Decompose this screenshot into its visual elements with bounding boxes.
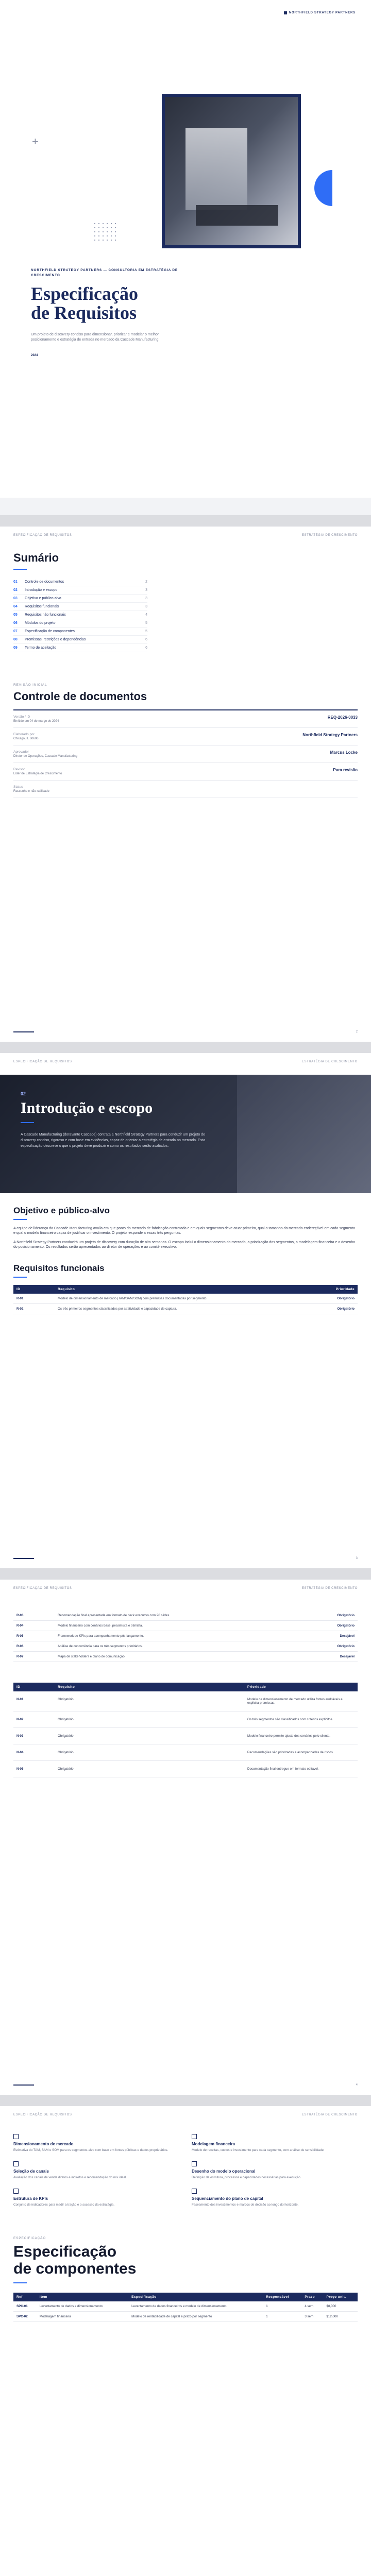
req-id: R-07: [13, 1652, 55, 1662]
nf-id: N-01: [13, 1691, 55, 1711]
toc-item-page: 5: [145, 621, 147, 625]
control-row-left: [13, 785, 49, 793]
control-sub: Líder de Estratégia de Crescimento: [13, 772, 62, 775]
req-id: R-03: [13, 1611, 55, 1621]
col-id: ID: [13, 1285, 55, 1294]
cover-accent-circle: [314, 170, 350, 206]
toc-item-number: 01: [13, 580, 18, 584]
toc-item[interactable]: [13, 603, 147, 611]
control-sub: Diretor de Operações, Cascade Manufacturing: [13, 755, 78, 758]
toc-item-label: Termo de aceitação: [25, 646, 57, 650]
nf-text: Recomendações são priorizadas e acompanhadas de riscos.: [244, 1744, 358, 1761]
table-row: [13, 1611, 358, 1621]
comp-col-header: Prazo: [301, 2293, 323, 2301]
nf-id: N-03: [13, 1728, 55, 1744]
module-card: [192, 2189, 358, 2208]
req-priority: Obrigatório: [311, 1303, 358, 1314]
toc-item[interactable]: [13, 611, 147, 619]
comp-col-header: Preço unit.: [323, 2293, 358, 2301]
module-card: [13, 2134, 179, 2153]
toc-page: [0, 527, 371, 1042]
toc-item-number: 03: [13, 597, 18, 600]
control-label: Revisor: [13, 768, 25, 771]
page-header: [0, 1053, 371, 1063]
toc-item-label: Especificação de componentes: [25, 630, 75, 633]
cover-year: 2024: [31, 353, 38, 357]
comp-cell: Modelagem financeira: [37, 2311, 128, 2321]
module-card: [192, 2161, 358, 2180]
control-value: Marcus Locke: [330, 750, 358, 755]
control-row: [13, 710, 358, 728]
control-row-left: [13, 750, 77, 758]
control-title: Controle de documentos: [13, 690, 147, 703]
toc-item-page: 5: [145, 630, 147, 633]
cover-eyebrow: NORTHFIELD STRATEGY PARTNERS — CONSULTORIA EM ESTRATÉGIA DE CRESCIMENTO: [31, 268, 178, 277]
control-kicker: REVISÃO INICIAL: [13, 683, 47, 687]
req-id: R-04: [13, 1621, 55, 1631]
comp-cell: Levantamento de dados financeiros e modelo de dimensionamento: [128, 2301, 263, 2312]
toc-item-number: 04: [13, 605, 18, 608]
toc-item[interactable]: [13, 628, 147, 636]
header-right: ESTRATÉGIA DE CRESCIMENTO: [301, 1060, 358, 1063]
control-row: [13, 781, 358, 798]
control-value: Northfield Strategy Partners: [302, 733, 358, 737]
table-row: [13, 1728, 358, 1744]
objective-title: Objetivo e público-alvo: [13, 1206, 110, 1215]
module-square-icon: [13, 2189, 19, 2194]
cover-page: [0, 0, 371, 515]
nonfunctional-table: [13, 1683, 358, 1777]
table-row: [13, 1691, 358, 1711]
control-sub: Chicago, IL 60606: [13, 737, 39, 740]
nf-text: Documentação final entregue em formato editável.: [244, 1761, 358, 1777]
req-priority: Desejável: [311, 1652, 358, 1662]
comp-cell: 3 sem: [301, 2311, 323, 2321]
comp-col-header: Ref: [13, 2293, 37, 2301]
nf-priority: Obrigatório: [55, 1728, 244, 1744]
cover-badge: [284, 11, 356, 14]
comp-cell: 1: [263, 2301, 301, 2312]
nf-text: Os três segmentos são classificados com critérios explícitos.: [244, 1711, 358, 1728]
cover-bottom-band: [0, 498, 371, 515]
toc-item-number: 07: [13, 630, 18, 633]
table-row: [13, 1652, 358, 1662]
comp-col-header: Responsável: [263, 2293, 301, 2301]
toc-item-label: Requisitos funcionais: [25, 605, 59, 608]
hero-section-number: 02: [21, 1091, 26, 1096]
toc-item-page: 4: [145, 613, 147, 617]
nf-col-id: ID: [13, 1683, 55, 1691]
module-text: Faseamento dos investimentos e marcos de decisão ao longo do horizonte.: [192, 2202, 299, 2207]
header-right: ESTRATÉGIA DE CRESCIMENTO: [301, 2113, 358, 2116]
control-sub: Rascunho e não ratificado: [13, 790, 49, 793]
toc-item[interactable]: [13, 595, 147, 603]
req-id: R-05: [13, 1631, 55, 1641]
control-label: Elaborado por: [13, 733, 35, 736]
module-square-icon: [192, 2189, 197, 2194]
comp-cell: SPC-02: [13, 2311, 37, 2321]
module-square-icon: [13, 2134, 19, 2139]
module-title: Desenho do modelo operacional: [192, 2168, 256, 2174]
req-text: Análise de concorrência para os três segmentos prioritários.: [55, 1641, 311, 1652]
req-text: Framework de KPIs para acompanhamento pós-lançamento.: [55, 1631, 311, 1641]
control-value: REQ-2026-0033: [327, 715, 358, 720]
toc-item[interactable]: [13, 636, 147, 644]
req-priority: Desejável: [311, 1631, 358, 1641]
toc-item-page: 3: [145, 605, 147, 608]
module-text: Definição da estrutura, processos e capacidades necessárias para execução.: [192, 2175, 301, 2179]
toc-title: Sumário: [13, 551, 59, 564]
comp-cell: Modelo de rentabilidade de capital e prazo por segmento: [128, 2311, 263, 2321]
req-priority: Obrigatório: [311, 1641, 358, 1652]
req-text: Os três primeiros segmentos classificados por atratividade e capacidade de captura.: [55, 1303, 311, 1314]
toc-item-page: 6: [145, 638, 147, 641]
control-value: Para revisão: [333, 768, 358, 772]
toc-item-number: 05: [13, 613, 18, 617]
comp-kicker: ESPECIFICAÇÃO: [13, 2236, 46, 2240]
control-row: [13, 763, 358, 781]
toc-item-page: 3: [145, 588, 147, 592]
intro-hero: [0, 1075, 371, 1193]
table-row: [13, 1761, 358, 1777]
module-title: Modelagem financeira: [192, 2142, 235, 2146]
module-title: Sequenciamento do plano de capital: [192, 2196, 263, 2201]
table-row: [13, 1303, 358, 1314]
nf-priority: Obrigatório: [55, 1761, 244, 1777]
header-left: ESPECIFICAÇÃO DE REQUISITOS: [13, 1060, 72, 1063]
nf-col-prio: Prioridade: [244, 1683, 358, 1691]
col-prio: Prioridade: [311, 1285, 358, 1294]
header-left: ESPECIFICAÇÃO DE REQUISITOS: [13, 1587, 72, 1590]
header-left: ESPECIFICAÇÃO DE REQUISITOS: [13, 534, 72, 537]
objective-p1: A equipe de liderança da Cascade Manufacturing avalia em que ponto do mercado de fabricação contratada e em quais segmentos deve atuar primeiro, qual o tamanho do mercado endereçável em cada segmento e qual o modelo financeiro capaz de justificar o investimento. O projeto responde a essas três perguntas.: [13, 1227, 356, 1235]
module-title: Seleção de canais: [13, 2168, 49, 2174]
toc-item-label: Módulos do projeto: [25, 621, 56, 625]
nf-text: Modelo de dimensionamento de mercado utiliza fontes auditáveis e explicita premissas.: [244, 1691, 358, 1711]
intro-page: [0, 1053, 371, 1568]
nf-id: N-04: [13, 1744, 55, 1761]
control-label: Aprovador: [13, 750, 29, 754]
req-id: R-02: [13, 1303, 55, 1314]
header-right: ESTRATÉGIA DE CRESCIMENTO: [301, 1587, 358, 1590]
module-title: Estrutura de KPIs: [13, 2196, 48, 2201]
toc-item-label: Premissas, restrições e dependências: [25, 638, 86, 641]
requirements-page: [0, 1580, 371, 2095]
table-row: [13, 1621, 358, 1631]
page-number: 2: [356, 1030, 358, 1033]
comp-cell: SPC-01: [13, 2301, 37, 2312]
objective-p2: A Northfield Strategy Partners conduzirá um projeto de discovery com duração de oito semanas. O escopo inclui o dimensionamento do mercado, a priorização dos segmentos, a modelagem financeira e o desenho do posicionamento. Os resultados serão apresentados ao diretor de operações e ao comitê executivo.: [13, 1240, 356, 1249]
page-header: [0, 2106, 371, 2116]
control-label: Versão / ID: [13, 715, 30, 719]
header-right: ESTRATÉGIA DE CRESCIMENTO: [301, 534, 358, 537]
module-text: Conjunto de indicadores para medir a tração e o sucesso da estratégia.: [13, 2202, 115, 2207]
toc-item[interactable]: [13, 644, 147, 652]
req-id: R-01: [13, 1294, 55, 1304]
module-square-icon: [192, 2161, 197, 2166]
toc-item[interactable]: [13, 578, 147, 586]
control-table: [13, 710, 358, 798]
nf-priority: Obrigatório: [55, 1691, 244, 1711]
header-left: ESPECIFICAÇÃO DE REQUISITOS: [13, 2113, 72, 2116]
control-row-left: [13, 733, 38, 740]
toc-list: [13, 578, 147, 652]
cover-title-line1: Especificação: [31, 283, 138, 304]
module-card: [192, 2134, 358, 2153]
table-row: [13, 1641, 358, 1652]
req-text: Modelo de dimensionamento de mercado (TAM/SAM/SOM) com premissas documentadas por segmento.: [55, 1294, 311, 1304]
module-text: Avaliação dos canais de venda diretos e indiretos e recomendação do mix ideal.: [13, 2175, 127, 2179]
req-text: Mapa de stakeholders e plano de comunicação.: [55, 1652, 311, 1662]
cover-description: Um projeto de discovery conciso para dimensionar, priorizar e modelar o melhor posicionamento e estratégia de entrada no mercado da Cascade Manufacturing.: [31, 333, 160, 342]
cover-title-line2: de Requisitos: [31, 302, 137, 324]
comp-col-header: Especificação: [128, 2293, 263, 2301]
table-row: [13, 2301, 358, 2312]
nf-text: Modelo financeiro permite ajuste dos cenários pelo cliente.: [244, 1728, 358, 1744]
cover-plus-icon: +: [32, 135, 39, 148]
module-text: Modelo de receitas, custos e investimento para cada segmento, com análise de sensibilidade.: [192, 2148, 325, 2152]
toc-item-label: Objetivo e público-alvo: [25, 597, 61, 600]
module-title: Dimensionamento de mercado: [13, 2142, 74, 2146]
nf-id: N-02: [13, 1711, 55, 1728]
functional-table-cont: [13, 1611, 358, 1662]
table-row: [13, 1631, 358, 1641]
toc-item-page: 6: [145, 646, 147, 650]
comp-cell: Levantamento de dados e dimensionamento: [37, 2301, 128, 2312]
control-row-left: [13, 715, 59, 723]
comp-title-line2: de componentes: [13, 2260, 137, 2277]
table-row: [13, 1744, 358, 1761]
toc-item-number: 08: [13, 638, 18, 641]
control-row: [13, 745, 358, 763]
comp-title-line1: Especificação: [13, 2243, 117, 2260]
control-label: Status: [13, 785, 23, 789]
module-square-icon: [192, 2134, 197, 2139]
comp-col-header: Item: [37, 2293, 128, 2301]
toc-item[interactable]: [13, 619, 147, 628]
page-header: [0, 527, 371, 537]
comp-title: [13, 2243, 358, 2277]
comp-cell: $8,000: [323, 2301, 358, 2312]
modules-page: [0, 2106, 371, 2576]
cover-badge-label: NORTHFIELD STRATEGY PARTNERS: [289, 11, 356, 14]
toc-item-label: Controle de documentos: [25, 580, 64, 584]
toc-item-number: 02: [13, 588, 18, 592]
nf-col-req: Requisito: [55, 1683, 244, 1691]
hero-title: Introdução e escopo: [21, 1099, 153, 1116]
cover-image: [162, 94, 301, 248]
control-sub: Emitido em 04 de março de 2024: [13, 720, 59, 723]
control-row-left: [13, 768, 62, 775]
toc-item-number: 09: [13, 646, 18, 650]
modules-grid: [13, 2134, 358, 2208]
module-card: [13, 2161, 179, 2180]
functional-table: [13, 1285, 358, 1314]
toc-item-page: 2: [145, 580, 147, 584]
toc-item-label: Requisitos não funcionais: [25, 613, 66, 617]
comp-cell: 1: [263, 2311, 301, 2321]
req-priority: Obrigatório: [311, 1611, 358, 1621]
cover-title: [31, 284, 201, 324]
page-number: 4: [356, 2083, 358, 2087]
brand-mark-icon: [284, 11, 287, 14]
component-table: [13, 2293, 358, 2322]
page-header: [0, 1580, 371, 1590]
functional-title: Requisitos funcionais: [13, 1263, 105, 1273]
module-text: Estimativa do TAM, SAM e SOM para os segmentos-alvo com base em fontes públicas e dados proprietários.: [13, 2148, 168, 2152]
req-text: Modelo financeiro com cenários base, pessimista e otimista.: [55, 1621, 311, 1631]
comp-cell: 4 sem: [301, 2301, 323, 2312]
req-priority: Obrigatório: [311, 1621, 358, 1631]
req-id: R-06: [13, 1641, 55, 1652]
control-row: [13, 728, 358, 745]
comp-cell: $12,000: [323, 2311, 358, 2321]
col-req: Requisito: [55, 1285, 311, 1294]
toc-item[interactable]: [13, 586, 147, 595]
toc-item-number: 06: [13, 621, 18, 625]
toc-item-page: 3: [145, 597, 147, 600]
cover-dot-grid: [93, 222, 119, 242]
table-row: [13, 1294, 358, 1304]
req-text: Recomendação final apresentada em formato de deck executivo com 20 slides.: [55, 1611, 311, 1621]
nf-priority: Obrigatório: [55, 1711, 244, 1728]
nf-id: N-05: [13, 1761, 55, 1777]
hero-text: A Cascade Manufacturing (doravante Cascade) contrata a Northfield Strategy Partners para conduzir um projeto de discovery conciso, rigoroso e com base em evidências, capaz de orientar a estratégia de entrada no mercado. Esta especificação descreve o que o projeto deve produzir e como os resultados serão avaliados.: [21, 1133, 205, 1148]
toc-item-label: Introdução e escopo: [25, 588, 58, 592]
table-row: [13, 2311, 358, 2321]
module-card: [13, 2189, 179, 2208]
module-square-icon: [13, 2161, 19, 2166]
page-number: 3: [356, 1557, 358, 1560]
table-row: [13, 1711, 358, 1728]
req-priority: Obrigatório: [311, 1294, 358, 1304]
nf-priority: Obrigatório: [55, 1744, 244, 1761]
